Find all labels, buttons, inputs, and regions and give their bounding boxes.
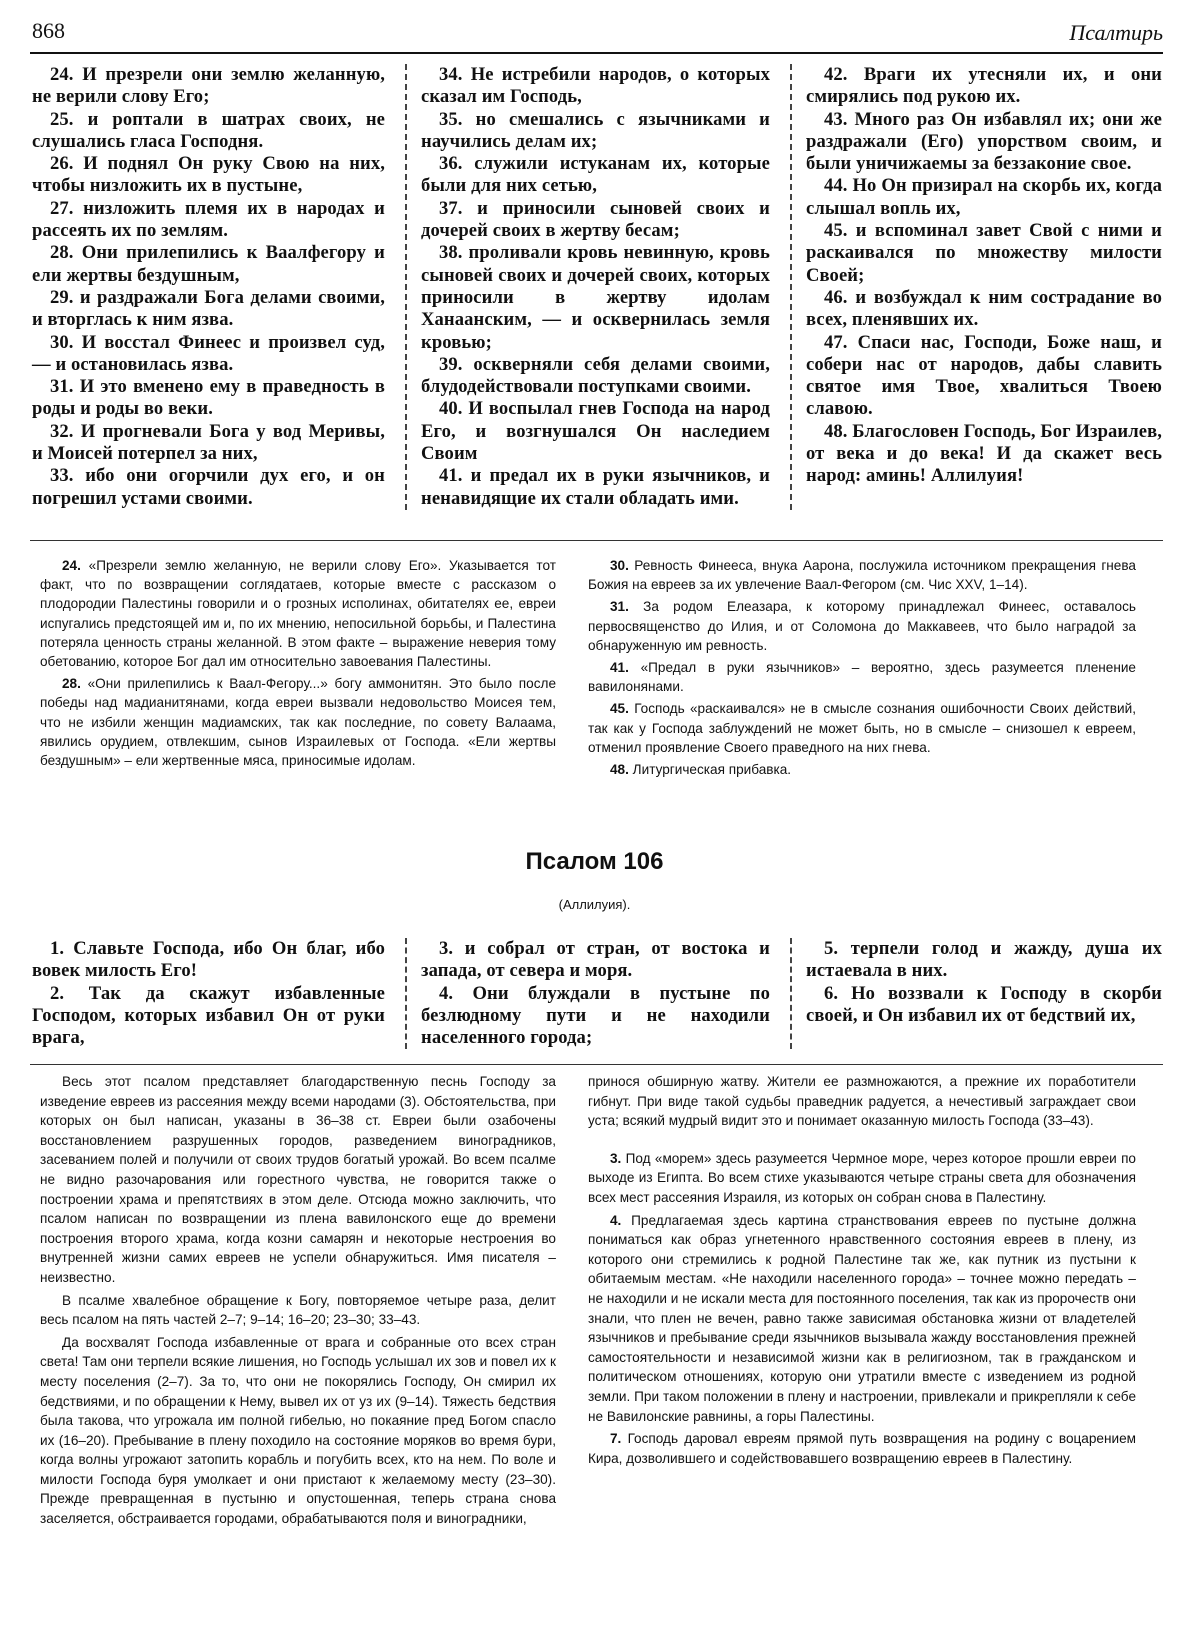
commentary-paragraph (40, 1333, 556, 1529)
verse: 44. Но Он призирал на скорбь их, когда слышал вопль их, (806, 175, 1162, 219)
psalm-subtitle: (Аллилуия). (558, 897, 631, 912)
verse: 34. Не истребили народов, о которых сказал им Господь, (421, 64, 770, 108)
note-number: 30. (610, 558, 629, 573)
note-text: Литургическая прибавка. (628, 762, 792, 778)
verse: 37. и приносили сыновей своих и дочерей своих в жертву бесам; (421, 197, 770, 242)
verse: 6. Но воззвали к Господу в скорби своей, и Он избавил их от бедствий их, (806, 982, 1162, 1026)
psalm-title: Псалом 106 (525, 848, 664, 875)
note-text: «Презрели землю желанную, не верили слову Его». Указывается тот факт, что по возвращении соглядатаев, которые вместе с рассказом о плодородии Палестины говорили и о грозных исполинах, обитателях ее, евреи испугались предстоящей им и, по их мнению, непосильной борьбы, и Палестина потеряла ценность страны желанной. В этом факте – выражение неверия тому обетованию, которое Бог дал им относительно завоевания Палестины. (40, 558, 556, 670)
verse: 1. Славьте Господа, ибо Он благ, ибо вовек милость Его! (32, 938, 385, 982)
verse: 45. и вспоминал завет Свой с ними и раскаивался по множеству милости Своей; (806, 220, 1162, 286)
commentary-paragraph (40, 1072, 556, 1288)
page-number: 868 (32, 18, 65, 43)
note-text: «Предал в руки язычников» – вероятно, здесь разумеется пленение вавилонянами. (588, 660, 1136, 695)
note-text: «Они прилепились к Ваал-Фегору...» богу аммонитян. Это было после победы над мадианитянами, когда евреи вызвали недовольство Моисея тем, что не избили женщин мадиамских, так как последние, по совету Валаама, явились орудием, отвлекшим, сынов Израилевых от Господа. «Ели жертвы бездушным» – ели жертвенные мяса, приносимые идолам. (40, 676, 556, 769)
note (588, 760, 1136, 779)
commentary-text: Предлагаемая здесь картина странствования евреев по пустыне должна пониматься как образ угнетенного нравственного состояния евреев в плену, из которого они стремились к родной Палестине так же, как путник из пустыни к обитаемым местам. «Не находили населенного города» – точнее можно передать – не находили и не искали места для постоянного поселения, так как из пророчеств они знали, что плен не вечен, равно также зависимая обстановка жизни от владетелей язычников и пребывание среди язычников вызывала жажду восстановления прежней самостоятельности и независимой жизни как в религиозном, так в гражданском и политическом отношениях, которую они утратили вместе с изведением из родной земли. При таком положении в плену и настроении, привлекали и прикрепляли к себе не Вавилонские равнины, а горы Палестины. (588, 1212, 1136, 1424)
note-number: 31. (610, 599, 629, 615)
commentary-column-right (580, 1072, 1136, 1532)
verse: 4. Они блуждали в пустыне по безлюдному пути и не находили населенного города; (421, 982, 770, 1049)
verse: 46. и возбуждал к ним сострадание во всех, пленявших их. (806, 286, 1162, 331)
note (588, 658, 1136, 696)
verse-column-3 (792, 938, 1162, 1049)
psalm-verse-columns (32, 938, 1162, 1049)
note (588, 699, 1136, 757)
verse: 31. И это вменено ему в праведность в роды и роды во веки. (32, 376, 385, 420)
verse: 29. и раздражали Бога делами своими, и вторглась к ним язва. (32, 286, 385, 331)
commentary-text: Под «морем» здесь разумеется Чермное море, через которое прошли евреи по выходе из Египта. Во всем стихе указываются четыре страны света для обозначения всех мест рассеяния Израиля, из которых он собран снова в Палестину. (588, 1150, 1136, 1205)
note (588, 556, 1136, 594)
note-number: 41. (610, 660, 629, 676)
commentary (40, 1072, 1160, 1532)
note (40, 674, 556, 770)
note (588, 597, 1136, 655)
commentary-paragraph (40, 1291, 556, 1330)
section-rule (30, 540, 1163, 541)
commentary-text: В псалме хвалебное обращение к Богу, повторяемое четыре раза, делит весь псалом на пять частей 2–7; 9–14; 16–20; 23–30; 33–43. (40, 1292, 556, 1328)
verse: 38. проливали кровь невинную, кровь сыновей своих и дочерей своих, которых приносили в жертву идолам Ханаанским, — и осквернилась земля кровью; (421, 242, 770, 353)
verse: 5. терпели голод и жажду, душа их истаевала в них. (806, 938, 1162, 982)
verse: 42. Враги их утесняли их, и они смирялись под рукою их. (806, 64, 1162, 108)
note-text: Ревность Финееса, внука Аарона, послужила источником прекращения гнева Божия на евреев за их увлечение Ваал-Фегором (см. Чис XXV, 1–14). (588, 558, 1136, 593)
verse: 35. но смешались с язычниками и научились делам их; (421, 108, 770, 152)
verse-column-1 (32, 938, 407, 1049)
verse-column-1 (32, 64, 407, 510)
header-rule (30, 52, 1163, 54)
verse: 25. и роптали в шатрах своих, не слушались гласа Господня. (32, 108, 385, 152)
note-number: 48. (610, 762, 629, 778)
verse: 32. И прогневали Бога у вод Меривы, и Моисей потерпел за них, (32, 420, 385, 465)
notes-column-left (40, 556, 580, 782)
notes-column-right (580, 556, 1136, 782)
verse: 3. и собрал от стран, от востока и запада, от севера и моря. (421, 938, 770, 982)
verse: 28. Они прилепились к Ваалфегору и ели жертвы бездушным, (32, 242, 385, 286)
section-rule (30, 1064, 1163, 1065)
verse: 40. И воспылал гнев Господа на народ Его, и возгнушался Он наследием Своим (421, 398, 770, 465)
verse: 39. оскверняли себя делами своими, блудодействовали поступками своими. (421, 353, 770, 398)
commentary-text: Да восхвалят Господа избавленные от врага и собранные ото всех стран света! Там они терпели всякие лишения, но Господь услышал их зов и повел их к месту поселения (2–7). За то, что они не покорялись Господу, Он смирил их бедствиями, и по обращении к Нему, вывел их от уз их (9–14). Тяжесть бедствия была такова, что угрожала им полной гибелью, но покаяние пред Богом спасло их (16–20). Пребывание в плену походило на состояние моряков во время бури, когда волны угрожают затопить корабль и погубить всех, кто на нем. По воле и милости Господа буря умолкает и они пристают к желаемому месту (23–30). Прежде превращенная в пустыню и опустошенная, теперь страна снова заселяется, обстраивается городами, обрабатываются поля и виноградники, (40, 1334, 556, 1527)
verse-column-2 (407, 938, 792, 1049)
commentary-paragraph (588, 1149, 1136, 1208)
commentary-paragraph (588, 1211, 1136, 1427)
verse: 26. И поднял Он руку Свою на них, чтобы низложить их в пустыне, (32, 153, 385, 197)
note-text: Господь «раскаивался» не в смысле сознания ошибочности Своих действий, так как у Господа заблуждений не может быть, но в смысле – снизошел к евреем, отменил проявление Своего праведного на них гнева. (588, 701, 1136, 755)
verse: 43. Много раз Он избавлял их; они же раздражали (Его) упорством своим, и были уничижаемы за беззаконие свое. (806, 108, 1162, 175)
commentary-text: принося обширную жатву. Жители ее размножаются, а прежние их поработители гибнут. При виде такой судьбы праведник радуется, а нечестивый заграждает свои уста; всякий мудрый видит это и понимает оказанную милость Господа (33–43). (588, 1074, 1136, 1129)
verse: 2. Так да скажут избавленные Господом, которых избавил Он от руки врага, (32, 982, 385, 1049)
commentary-text: Господь даровал евреям прямой путь возвращения на родину с воцарением Кира, дозволившего и содействовавшего возвращению евреев в Палестину. (588, 1431, 1136, 1466)
verse: 41. и предал их в руки язычников, и ненавидящие их стали обладать ими. (421, 465, 770, 509)
commentary-column-left (40, 1072, 580, 1532)
verse: 47. Спаси нас, Господи, Боже наш, и собери нас от народов, дабы славить святое имя Твое, хвалиться Твоею славою. (806, 331, 1162, 420)
verse: 48. Благословен Господь, Бог Израилев, от века и до века! И да скажет весь народ: аминь! Аллилуия! (806, 420, 1163, 487)
commentary-paragraph (588, 1072, 1136, 1131)
commentary-text: Весь этот псалом представляет благодарственную песнь Господу за изведение евреев из рассеяния между всеми народами (3). Обстоятельства, при которых он был написан, указаны в 36–38 ст. Евреи были озабочены восстановлением разрушенных городов, разведением виноградников, засеванием полей и получили от своих трудов богатый урожай. Во всем псалме не видно разочарования или горестного чувства, не говорится также о построении храма и препятствиях в этом деле. Отсюда можно заключить, что псалом написан по возвращении из плена вавилонского еще до времени построения второго храма, когда козни самарян и некоторые нестроения во внутренней жизни самих евреев не успели обнаружиться. Имя писателя – неизвестно. (40, 1074, 556, 1285)
verse: 27. низложить племя их в народах и рассеять их по землям. (32, 197, 385, 242)
running-title: Псалтирь (1069, 20, 1163, 45)
top-notes (40, 556, 1160, 782)
verse: 33. ибо они огорчили дух его, и он погрешил устами своими. (32, 465, 385, 509)
commentary-paragraph (588, 1429, 1136, 1468)
verse: 36. служили истуканам их, которые были для них сетью, (421, 153, 770, 197)
note (40, 556, 556, 671)
top-verse-columns (32, 64, 1162, 510)
note-number: 24. (62, 558, 81, 573)
verse-column-3 (792, 64, 1162, 510)
verse: 24. И презрели они землю желанную, не верили слову Его; (32, 64, 385, 108)
verse-column-2 (407, 64, 792, 510)
note-number: 28. (62, 676, 81, 692)
note-number: 4. (610, 1212, 622, 1228)
note-number: 3. (610, 1150, 622, 1166)
note-text: За родом Елеазара, к которому принадлежал Финеес, оставалось первосвященство до Илия, и от Соломона до Маккавеев, что было наградой за обнаруженную им ревность. (588, 599, 1136, 653)
note-number: 45. (610, 701, 629, 717)
verse: 30. И восстал Финеес и произвел суд, — и остановилась язва. (32, 331, 385, 375)
note-number: 7. (610, 1431, 622, 1447)
